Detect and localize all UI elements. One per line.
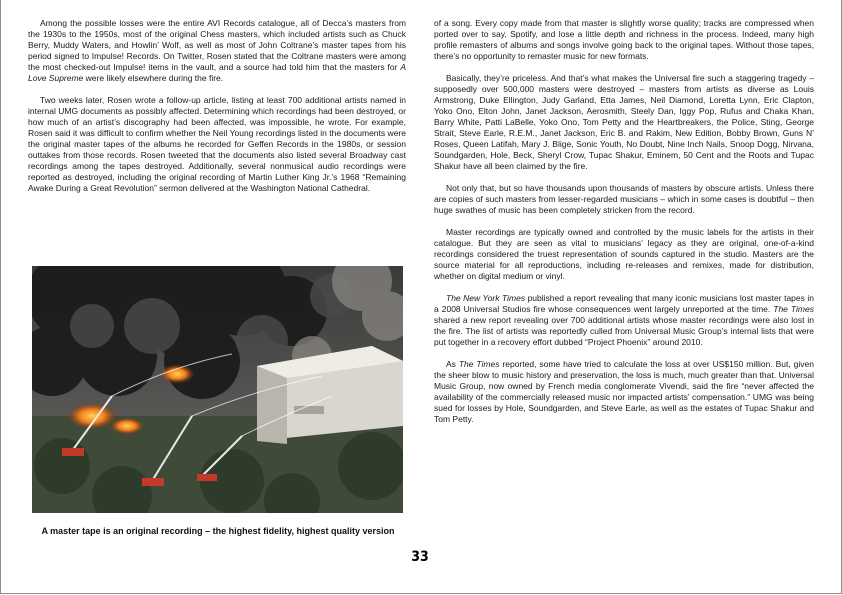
right-paragraph-1: of a song. Every copy made from that master is slightly worse quality; tracks are compressed when ported over to say, Spotify, and lose a little depth and richness in the process. Indeed, many high profile remasters of albums and songs involve going back to the original tapes. Without those tapes, there’s no opportunity to remaster music for new formats. (434, 18, 814, 61)
right-paragraph-4: Master recordings are typically owned and controlled by the music labels for the artists in their catalogue. But they are seen as vital to musicians’ legacy as they are original, one-of-a-kind recordings considered the truest representation of sounds captured in the studio. Masters are the source material for all reproductions, including re-releases and remixes, made for distribution, whether on digital medium or vinyl. (434, 227, 814, 281)
right-paragraph-5 (434, 293, 814, 348)
italic-title: The Times (458, 359, 500, 369)
italic-title: The New York Times (446, 293, 526, 303)
left-paragraph-2: Two weeks later, Rosen wrote a follow-up article, listing at least 700 additional artists named in internal UMG documents as possibly affected. Determining which recordings had been destroyed, or how much of an artist’s discography had been affected, was impossible, he wrote. For example, Rosen said it was difficult to confirm whether the Neil Young recordings listed in the documents were the original master tapes of the albums he recorded for Geffen Records in the 1980s, or session outtakes from those records. Rosen tweeted that the documents also listed several Broadway cast recordings among the tapes destroyed. Additionally, several nonmusical audio recordings were reported as destroyed, including the original recording of Martin Luther King Jr.’s 1968 “Remaining Awake During a Great Revolution” sermon delivered at the Washington National Cathedral. (28, 95, 406, 193)
text-run: As (446, 359, 459, 369)
fire-photo (32, 266, 403, 513)
left-paragraph-1 (28, 18, 406, 84)
text-run: were likely elsewhere during the fire. (83, 73, 224, 83)
text-run: Among the possible losses were the entire AVI Records catalogue, all of Decca’s masters from the 1930s to the 1950s, most of the original Chess masters, which included artists such as Chuck Berry, Muddy Waters, and Howlin’ Wolf, as well as most of John Coltrane’s master tapes from his period signed to Impulse! Records. On Twitter, Rosen stated that the Coltrane masters were among the most checked-out Impulse! items in the vault, and a source had told him that the masters for (28, 18, 406, 72)
text-run: shared a new report revealing over 700 additional artists whose master recordings were also lost in the fire. The list of artists was reportedly culled from Universal Music Group’s internal lists that were put together in a recovery effort dubbed “Project Phoenix” around 2010. (434, 315, 814, 347)
italic-title: The Times (773, 304, 814, 314)
left-column (28, 18, 406, 205)
right-paragraph-3: Not only that, but so have thousands upon thousands of masters by obscure artists. Unless there are copies of such masters from lesser-regarded musicians – which in some cases is doubtful – then huge swathes of music has been completely stricken from the record. (434, 183, 814, 215)
fire-photo-illustration (32, 266, 403, 513)
text-run: reported, some have tried to calculate the loss at over US$150 million. But, given the sheer blow to music history and preservation, the loss is much, much greater than that. Universal Music Group, now owned by French media conglomerate Vivendi, said the fire “never affected the availability of the commercially released music nor impacted artists’ compensation.” UMG was being sued for losses by Hole, Soundgarden, and Steve Earle, as well as the estates of Tupac Shakur and Tom Petty. (434, 359, 814, 424)
text-run: published a report revealing that many iconic musicians lost master tapes in a 2008 Universal Studios fire whose consequences went largely unreported at the time. (434, 293, 814, 314)
right-paragraph-6 (434, 359, 814, 425)
right-paragraph-2: Basically, they’re priceless. And that’s what makes the Universal fire such a staggering tragedy – supposedly over 500,000 masters were destroyed – masters from artists as diverse as Louis Armstrong, Duke Ellington, Judy Garland, Etta James, Neil Diamond, Loretta Lynn, Eric Clapton, Yoko Ono, Elton John, Janet Jackson, Aerosmith, Steely Dan, Iggy Pop, Rufus and Chaka Khan, Barry White, Patti LaBelle, Yoko Ono, Tom Petty and the Heartbreakers, the Police, Sting, George Strait, Steve Earle, R.E.M., Janet Jackson, Eric B. and Rakim, New Edition, Bobby Brown, Guns N’ Roses, Queen Latifah, Mary J. Blige, Sonic Youth, No Doubt, Nine Inch Nails, Snoop Dogg, Nirvana, Soundgarden, Hole, Beck, Sheryl Crow, Tupac Shakur, Eminem, 50 Cent and the Roots and Tupac Shakur have all been claimed by the fire. (434, 73, 814, 171)
page-number: 33 (411, 549, 429, 565)
photo-caption: A master tape is an original recording – the highest fidelity, highest quality version (41, 526, 395, 536)
right-column (434, 18, 814, 436)
italic-title: A Love Supreme (28, 62, 406, 83)
